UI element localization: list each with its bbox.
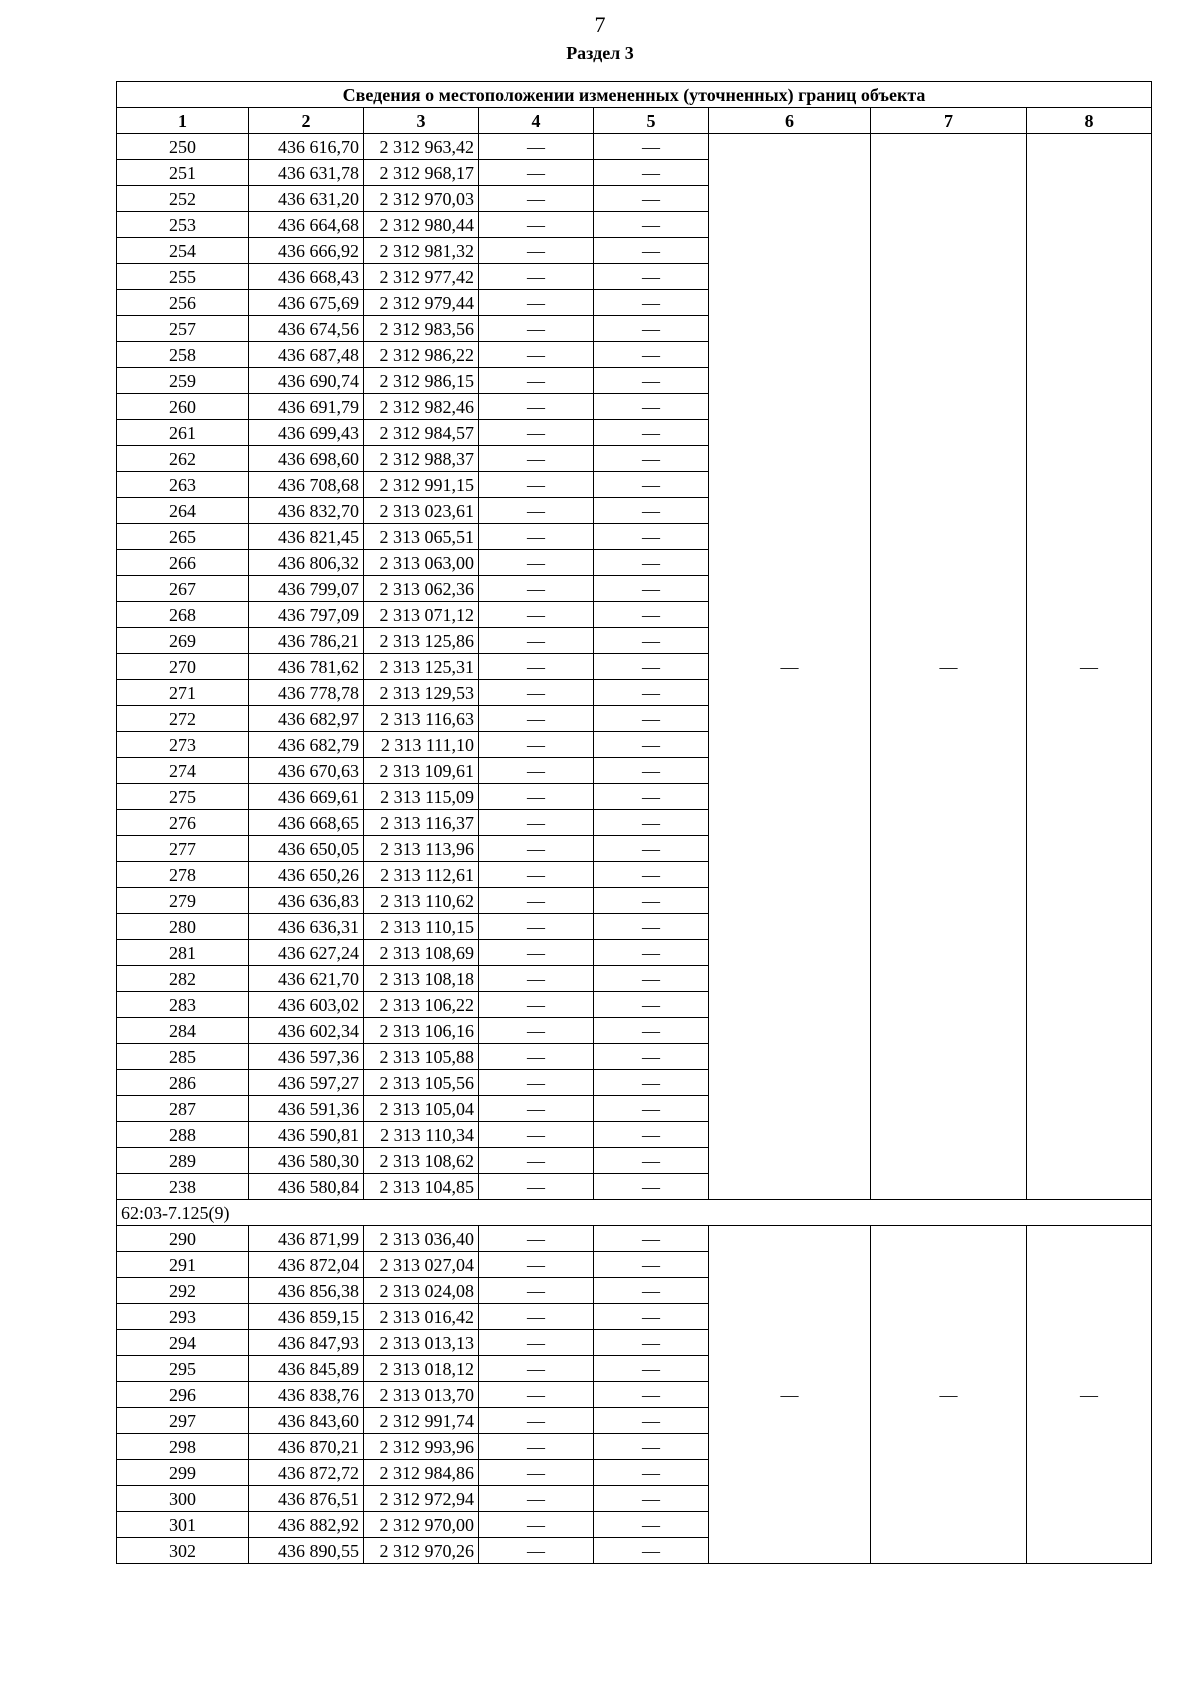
point-number-cell: 280 (117, 914, 249, 940)
point-number-cell: 295 (117, 1356, 249, 1382)
point-number-cell: 302 (117, 1538, 249, 1564)
point-number-cell: 299 (117, 1460, 249, 1486)
column-header: 7 (871, 108, 1027, 134)
y-coordinate-cell: 2 313 108,69 (364, 940, 479, 966)
group-label-row (117, 1200, 1152, 1226)
point-number-cell: 238 (117, 1174, 249, 1200)
x-coordinate-cell: 436 856,38 (249, 1278, 364, 1304)
dash-cell: — (594, 238, 709, 264)
x-coordinate-cell: 436 832,70 (249, 498, 364, 524)
dash-cell: — (594, 732, 709, 758)
dash-cell: — (479, 862, 594, 888)
dash-cell: — (479, 290, 594, 316)
x-coordinate-cell: 436 621,70 (249, 966, 364, 992)
column-header: 8 (1027, 108, 1152, 134)
point-number-cell: 267 (117, 576, 249, 602)
x-coordinate-cell: 436 699,43 (249, 420, 364, 446)
dash-cell: — (479, 160, 594, 186)
x-coordinate-cell: 436 670,63 (249, 758, 364, 784)
point-number-cell: 282 (117, 966, 249, 992)
point-number-cell: 270 (117, 654, 249, 680)
dash-cell: — (479, 1252, 594, 1278)
dash-cell: — (479, 472, 594, 498)
dash-cell: — (479, 992, 594, 1018)
table-row (117, 134, 1152, 160)
dash-cell: — (479, 576, 594, 602)
y-coordinate-cell: 2 312 993,96 (364, 1434, 479, 1460)
point-number-cell: 261 (117, 420, 249, 446)
y-coordinate-cell: 2 312 984,57 (364, 420, 479, 446)
x-coordinate-cell: 436 872,72 (249, 1460, 364, 1486)
dash-cell: — (479, 810, 594, 836)
dash-cell: — (479, 654, 594, 680)
dash-cell: — (594, 316, 709, 342)
dash-cell: — (594, 1512, 709, 1538)
y-coordinate-cell: 2 313 016,42 (364, 1304, 479, 1330)
point-number-cell: 274 (117, 758, 249, 784)
table-caption: Сведения о местоположении измененных (уточненных) границ объекта (117, 82, 1152, 108)
point-number-cell: 251 (117, 160, 249, 186)
dash-cell: — (594, 1408, 709, 1434)
point-number-cell: 262 (117, 446, 249, 472)
dash-cell: — (594, 1096, 709, 1122)
x-coordinate-cell: 436 786,21 (249, 628, 364, 654)
dash-cell: — (594, 134, 709, 160)
x-coordinate-cell: 436 674,56 (249, 316, 364, 342)
y-coordinate-cell: 2 312 986,15 (364, 368, 479, 394)
dash-cell: — (594, 1434, 709, 1460)
point-number-cell: 292 (117, 1278, 249, 1304)
dash-cell: — (594, 1382, 709, 1408)
y-coordinate-cell: 2 313 013,70 (364, 1382, 479, 1408)
point-number-cell: 260 (117, 394, 249, 420)
x-coordinate-cell: 436 591,36 (249, 1096, 364, 1122)
dash-cell: — (594, 368, 709, 394)
dash-cell: — (479, 784, 594, 810)
column-header: 3 (364, 108, 479, 134)
y-coordinate-cell: 2 313 108,18 (364, 966, 479, 992)
point-number-cell: 279 (117, 888, 249, 914)
point-number-cell: 286 (117, 1070, 249, 1096)
dash-cell: — (479, 836, 594, 862)
y-coordinate-cell: 2 313 036,40 (364, 1226, 479, 1252)
dash-cell: — (479, 316, 594, 342)
dash-cell: — (479, 1018, 594, 1044)
x-coordinate-cell: 436 845,89 (249, 1356, 364, 1382)
dash-cell: — (594, 1018, 709, 1044)
y-coordinate-cell: 2 312 983,56 (364, 316, 479, 342)
y-coordinate-cell: 2 313 110,62 (364, 888, 479, 914)
point-number-cell: 293 (117, 1304, 249, 1330)
y-coordinate-cell: 2 312 968,17 (364, 160, 479, 186)
y-coordinate-cell: 2 312 970,00 (364, 1512, 479, 1538)
dash-cell: — (594, 394, 709, 420)
dash-cell: — (479, 940, 594, 966)
dash-cell: — (479, 368, 594, 394)
y-coordinate-cell: 2 313 129,53 (364, 680, 479, 706)
dash-cell: — (594, 784, 709, 810)
dash-cell: — (594, 290, 709, 316)
x-coordinate-cell: 436 843,60 (249, 1408, 364, 1434)
page-number: 7 (594, 12, 606, 37)
dash-cell: — (479, 238, 594, 264)
y-coordinate-cell: 2 313 115,09 (364, 784, 479, 810)
y-coordinate-cell: 2 312 991,74 (364, 1408, 479, 1434)
dash-cell: — (479, 394, 594, 420)
point-number-cell: 288 (117, 1122, 249, 1148)
y-coordinate-cell: 2 312 991,15 (364, 472, 479, 498)
point-number-cell: 250 (117, 134, 249, 160)
table-body (117, 134, 1152, 1564)
dash-cell: — (594, 524, 709, 550)
dash-cell: — (479, 264, 594, 290)
dash-cell: — (479, 550, 594, 576)
x-coordinate-cell: 436 675,69 (249, 290, 364, 316)
dash-cell: — (594, 446, 709, 472)
dash-cell: — (594, 472, 709, 498)
merged-dash-cell: — (709, 134, 871, 1200)
dash-cell: — (594, 836, 709, 862)
group-label: 62:03-7.125(9) (117, 1200, 1152, 1226)
y-coordinate-cell: 2 312 979,44 (364, 290, 479, 316)
x-coordinate-cell: 436 872,04 (249, 1252, 364, 1278)
point-number-cell: 258 (117, 342, 249, 368)
dash-cell: — (479, 732, 594, 758)
x-coordinate-cell: 436 602,34 (249, 1018, 364, 1044)
x-coordinate-cell: 436 838,76 (249, 1382, 364, 1408)
dash-cell: — (479, 680, 594, 706)
merged-dash-cell: — (1027, 134, 1152, 1200)
y-coordinate-cell: 2 313 105,04 (364, 1096, 479, 1122)
dash-cell: — (594, 914, 709, 940)
dash-cell: — (479, 1122, 594, 1148)
point-number-cell: 263 (117, 472, 249, 498)
y-coordinate-cell: 2 313 125,31 (364, 654, 479, 680)
point-number-cell: 289 (117, 1148, 249, 1174)
point-number-cell: 296 (117, 1382, 249, 1408)
dash-cell: — (594, 498, 709, 524)
point-number-cell: 278 (117, 862, 249, 888)
x-coordinate-cell: 436 687,48 (249, 342, 364, 368)
dash-cell: — (479, 186, 594, 212)
x-coordinate-cell: 436 580,84 (249, 1174, 364, 1200)
dash-cell: — (479, 1356, 594, 1382)
dash-cell: — (594, 550, 709, 576)
y-coordinate-cell: 2 313 113,96 (364, 836, 479, 862)
point-number-cell: 268 (117, 602, 249, 628)
point-number-cell: 266 (117, 550, 249, 576)
y-coordinate-cell: 2 312 970,26 (364, 1538, 479, 1564)
dash-cell: — (594, 1226, 709, 1252)
dash-cell: — (594, 602, 709, 628)
y-coordinate-cell: 2 313 024,08 (364, 1278, 479, 1304)
column-header: 2 (249, 108, 364, 134)
dash-cell: — (479, 602, 594, 628)
dash-cell: — (479, 1538, 594, 1564)
dash-cell: — (594, 576, 709, 602)
x-coordinate-cell: 436 698,60 (249, 446, 364, 472)
dash-cell: — (479, 498, 594, 524)
dash-cell: — (594, 992, 709, 1018)
x-coordinate-cell: 436 690,74 (249, 368, 364, 394)
column-header: 1 (117, 108, 249, 134)
x-coordinate-cell: 436 669,61 (249, 784, 364, 810)
point-number-cell: 300 (117, 1486, 249, 1512)
y-coordinate-cell: 2 313 071,12 (364, 602, 479, 628)
dash-cell: — (594, 1538, 709, 1564)
x-coordinate-cell: 436 778,78 (249, 680, 364, 706)
x-coordinate-cell: 436 708,68 (249, 472, 364, 498)
x-coordinate-cell: 436 781,62 (249, 654, 364, 680)
dash-cell: — (479, 212, 594, 238)
dash-cell: — (479, 1330, 594, 1356)
dash-cell: — (594, 810, 709, 836)
y-coordinate-cell: 2 313 104,85 (364, 1174, 479, 1200)
dash-cell: — (479, 524, 594, 550)
y-coordinate-cell: 2 312 984,86 (364, 1460, 479, 1486)
dash-cell: — (479, 420, 594, 446)
dash-cell: — (594, 1122, 709, 1148)
point-number-cell: 253 (117, 212, 249, 238)
dash-cell: — (594, 1278, 709, 1304)
x-coordinate-cell: 436 590,81 (249, 1122, 364, 1148)
x-coordinate-cell: 436 650,05 (249, 836, 364, 862)
y-coordinate-cell: 2 313 116,63 (364, 706, 479, 732)
dash-cell: — (479, 1434, 594, 1460)
y-coordinate-cell: 2 313 063,00 (364, 550, 479, 576)
y-coordinate-cell: 2 312 982,46 (364, 394, 479, 420)
dash-cell: — (479, 1044, 594, 1070)
section-title: Раздел 3 (566, 43, 634, 63)
y-coordinate-cell: 2 313 023,61 (364, 498, 479, 524)
y-coordinate-cell: 2 313 110,15 (364, 914, 479, 940)
x-coordinate-cell: 436 580,30 (249, 1148, 364, 1174)
dash-cell: — (479, 446, 594, 472)
point-number-cell: 294 (117, 1330, 249, 1356)
y-coordinate-cell: 2 313 109,61 (364, 758, 479, 784)
point-number-cell: 287 (117, 1096, 249, 1122)
dash-cell: — (594, 1330, 709, 1356)
x-coordinate-cell: 436 631,78 (249, 160, 364, 186)
dash-cell: — (594, 706, 709, 732)
dash-cell: — (479, 1174, 594, 1200)
table-row (117, 1226, 1152, 1252)
dash-cell: — (479, 1512, 594, 1538)
dash-cell: — (594, 1304, 709, 1330)
x-coordinate-cell: 436 650,26 (249, 862, 364, 888)
boundary-coordinates-table (116, 81, 1152, 1564)
y-coordinate-cell: 2 313 108,62 (364, 1148, 479, 1174)
y-coordinate-cell: 2 313 062,36 (364, 576, 479, 602)
point-number-cell: 257 (117, 316, 249, 342)
point-number-cell: 254 (117, 238, 249, 264)
point-number-cell: 284 (117, 1018, 249, 1044)
y-coordinate-cell: 2 312 972,94 (364, 1486, 479, 1512)
x-coordinate-cell: 436 799,07 (249, 576, 364, 602)
dash-cell: — (479, 1070, 594, 1096)
dash-cell: — (594, 1070, 709, 1096)
point-number-cell: 281 (117, 940, 249, 966)
dash-cell: — (594, 1148, 709, 1174)
point-number-cell: 272 (117, 706, 249, 732)
merged-dash-cell: — (871, 134, 1027, 1200)
y-coordinate-cell: 2 312 970,03 (364, 186, 479, 212)
dash-cell: — (479, 1304, 594, 1330)
x-coordinate-cell: 436 597,36 (249, 1044, 364, 1070)
x-coordinate-cell: 436 821,45 (249, 524, 364, 550)
dash-cell: — (594, 966, 709, 992)
x-coordinate-cell: 436 636,83 (249, 888, 364, 914)
y-coordinate-cell: 2 312 981,32 (364, 238, 479, 264)
dash-cell: — (594, 342, 709, 368)
dash-cell: — (594, 888, 709, 914)
point-number-cell: 276 (117, 810, 249, 836)
y-coordinate-cell: 2 313 111,10 (364, 732, 479, 758)
x-coordinate-cell: 436 806,32 (249, 550, 364, 576)
point-number-cell: 275 (117, 784, 249, 810)
x-coordinate-cell: 436 666,92 (249, 238, 364, 264)
y-coordinate-cell: 2 313 116,37 (364, 810, 479, 836)
point-number-cell: 297 (117, 1408, 249, 1434)
dash-cell: — (479, 706, 594, 732)
point-number-cell: 283 (117, 992, 249, 1018)
dash-cell: — (594, 680, 709, 706)
column-number-row (117, 108, 1152, 134)
x-coordinate-cell: 436 859,15 (249, 1304, 364, 1330)
y-coordinate-cell: 2 313 065,51 (364, 524, 479, 550)
y-coordinate-cell: 2 313 018,12 (364, 1356, 479, 1382)
point-number-cell: 273 (117, 732, 249, 758)
dash-cell: — (594, 654, 709, 680)
point-number-cell: 298 (117, 1434, 249, 1460)
dash-cell: — (479, 1408, 594, 1434)
point-number-cell: 252 (117, 186, 249, 212)
x-coordinate-cell: 436 603,02 (249, 992, 364, 1018)
dash-cell: — (479, 1096, 594, 1122)
x-coordinate-cell: 436 691,79 (249, 394, 364, 420)
dash-cell: — (479, 1278, 594, 1304)
x-coordinate-cell: 436 597,27 (249, 1070, 364, 1096)
dash-cell: — (479, 1460, 594, 1486)
x-coordinate-cell: 436 876,51 (249, 1486, 364, 1512)
dash-cell: — (594, 264, 709, 290)
column-header: 6 (709, 108, 871, 134)
point-number-cell: 255 (117, 264, 249, 290)
dash-cell: — (479, 966, 594, 992)
x-coordinate-cell: 436 616,70 (249, 134, 364, 160)
x-coordinate-cell: 436 890,55 (249, 1538, 364, 1564)
y-coordinate-cell: 2 312 977,42 (364, 264, 479, 290)
y-coordinate-cell: 2 312 988,37 (364, 446, 479, 472)
x-coordinate-cell: 436 682,79 (249, 732, 364, 758)
dash-cell: — (594, 1044, 709, 1070)
column-header: 5 (594, 108, 709, 134)
x-coordinate-cell: 436 627,24 (249, 940, 364, 966)
x-coordinate-cell: 436 664,68 (249, 212, 364, 238)
x-coordinate-cell: 436 682,97 (249, 706, 364, 732)
point-number-cell: 277 (117, 836, 249, 862)
dash-cell: — (594, 1252, 709, 1278)
dash-cell: — (594, 186, 709, 212)
dash-cell: — (594, 420, 709, 446)
y-coordinate-cell: 2 313 106,16 (364, 1018, 479, 1044)
y-coordinate-cell: 2 313 105,88 (364, 1044, 479, 1070)
y-coordinate-cell: 2 313 125,86 (364, 628, 479, 654)
dash-cell: — (594, 862, 709, 888)
dash-cell: — (479, 914, 594, 940)
dash-cell: — (594, 1356, 709, 1382)
merged-dash-cell: — (709, 1226, 871, 1564)
x-coordinate-cell: 436 668,43 (249, 264, 364, 290)
dash-cell: — (479, 1148, 594, 1174)
point-number-cell: 291 (117, 1252, 249, 1278)
dash-cell: — (479, 1382, 594, 1408)
y-coordinate-cell: 2 313 106,22 (364, 992, 479, 1018)
dash-cell: — (594, 1486, 709, 1512)
x-coordinate-cell: 436 668,65 (249, 810, 364, 836)
point-number-cell: 264 (117, 498, 249, 524)
point-number-cell: 285 (117, 1044, 249, 1070)
dash-cell: — (479, 888, 594, 914)
y-coordinate-cell: 2 312 980,44 (364, 212, 479, 238)
merged-dash-cell: — (1027, 1226, 1152, 1564)
y-coordinate-cell: 2 312 986,22 (364, 342, 479, 368)
point-number-cell: 301 (117, 1512, 249, 1538)
y-coordinate-cell: 2 313 013,13 (364, 1330, 479, 1356)
dash-cell: — (594, 940, 709, 966)
dash-cell: — (594, 1460, 709, 1486)
dash-cell: — (479, 134, 594, 160)
dash-cell: — (594, 1174, 709, 1200)
dash-cell: — (479, 342, 594, 368)
point-number-cell: 269 (117, 628, 249, 654)
x-coordinate-cell: 436 797,09 (249, 602, 364, 628)
point-number-cell: 290 (117, 1226, 249, 1252)
point-number-cell: 259 (117, 368, 249, 394)
y-coordinate-cell: 2 312 963,42 (364, 134, 479, 160)
column-header: 4 (479, 108, 594, 134)
dash-cell: — (479, 1226, 594, 1252)
x-coordinate-cell: 436 847,93 (249, 1330, 364, 1356)
y-coordinate-cell: 2 313 105,56 (364, 1070, 479, 1096)
x-coordinate-cell: 436 631,20 (249, 186, 364, 212)
dash-cell: — (479, 1486, 594, 1512)
dash-cell: — (594, 628, 709, 654)
y-coordinate-cell: 2 313 110,34 (364, 1122, 479, 1148)
point-number-cell: 256 (117, 290, 249, 316)
dash-cell: — (594, 160, 709, 186)
dash-cell: — (594, 758, 709, 784)
dash-cell: — (594, 212, 709, 238)
merged-dash-cell: — (871, 1226, 1027, 1564)
y-coordinate-cell: 2 313 027,04 (364, 1252, 479, 1278)
point-number-cell: 265 (117, 524, 249, 550)
point-number-cell: 271 (117, 680, 249, 706)
x-coordinate-cell: 436 636,31 (249, 914, 364, 940)
x-coordinate-cell: 436 870,21 (249, 1434, 364, 1460)
y-coordinate-cell: 2 313 112,61 (364, 862, 479, 888)
x-coordinate-cell: 436 871,99 (249, 1226, 364, 1252)
dash-cell: — (479, 758, 594, 784)
dash-cell: — (479, 628, 594, 654)
x-coordinate-cell: 436 882,92 (249, 1512, 364, 1538)
